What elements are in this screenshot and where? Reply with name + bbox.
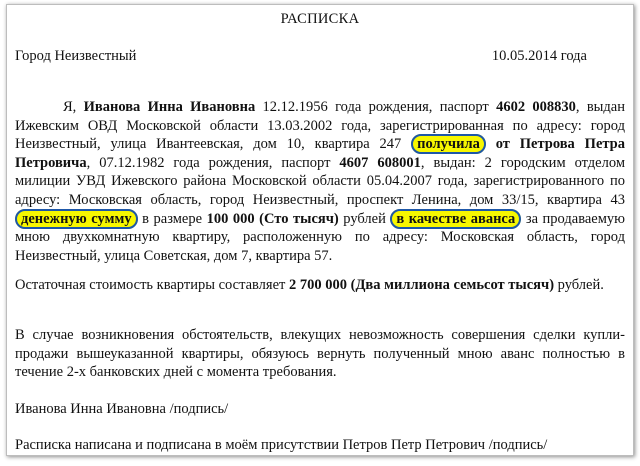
paragraph-refund-terms: В случае возникновения обстоятельств, влекущих невозможность совершения сделки купли-продажи вышеуказанной квартиры, обязуюсь вернуть полученный мною аванс полностью в течение 2-х банковских дней с момента требования. — [15, 327, 625, 381]
document-page — [6, 4, 634, 456]
signature-witness: Расписка написана и подписана в моём присутствии Петров Петр Петрович /подпись/ — [15, 437, 548, 453]
text-run: , выдан: 2 городским отделом милиции УВД Ижевского района Московской области 05.04.2007 года, зарегистрированного по адресу: Московская область, город Неизвестный, проспект Ленина, дом 33/15, квартира 43 — [15, 154, 625, 208]
remaining-amount: 2 700 000 (Два миллиона семьсот тысяч) — [288, 277, 555, 293]
text-run — [486, 136, 496, 152]
text-run: за продаваемую мною двухкомнатную квартиру, расположенную по адресу: Московская область, город Неизвестный, улица Советская, дом 7, квартира 57. — [15, 210, 625, 264]
text-run: 12.12.1956 года рождения, паспорт — [255, 99, 497, 115]
highlight-money: денежную сумму — [15, 209, 138, 229]
payer-passport: 4607 608001 — [339, 154, 421, 171]
text-run: рублей. — [554, 277, 604, 293]
text-run: , выдан Ижевским ОВД Московской области 13.03.2002 года, зарегистрированная по адресу: город Неизвестный, улица Ивантеевская, дом 10, квартира 247 — [15, 99, 625, 153]
text-run: Я, — [63, 99, 84, 115]
place-date-line — [15, 48, 587, 65]
payer-name: от Петрова Петра Петровича — [15, 136, 626, 171]
document-title: РАСПИСКА — [280, 11, 360, 27]
highlight-advance: в качестве аванса — [390, 209, 521, 229]
text-run: Остаточная стоимость квартиры составляет — [15, 277, 289, 293]
paragraph-remaining-cost — [15, 276, 625, 295]
advance-amount: 100 000 (Сто тысяч) — [206, 210, 339, 227]
text-run: рублей — [338, 210, 391, 227]
text-run: , 07.12.1982 года рождения, паспорт — [86, 154, 340, 171]
receiver-passport: 4602 008830 — [496, 99, 576, 115]
document-date: 10.05.2014 года — [491, 48, 587, 64]
highlight-received: получила — [411, 134, 486, 154]
signature-receiver: Иванова Инна Ивановна /подпись/ — [15, 401, 229, 417]
receiver-name: Иванова Инна Ивановна — [83, 99, 256, 115]
city: Город Неизвестный — [15, 48, 137, 64]
text-run: в размере — [137, 210, 207, 227]
paragraph-main — [15, 98, 625, 265]
